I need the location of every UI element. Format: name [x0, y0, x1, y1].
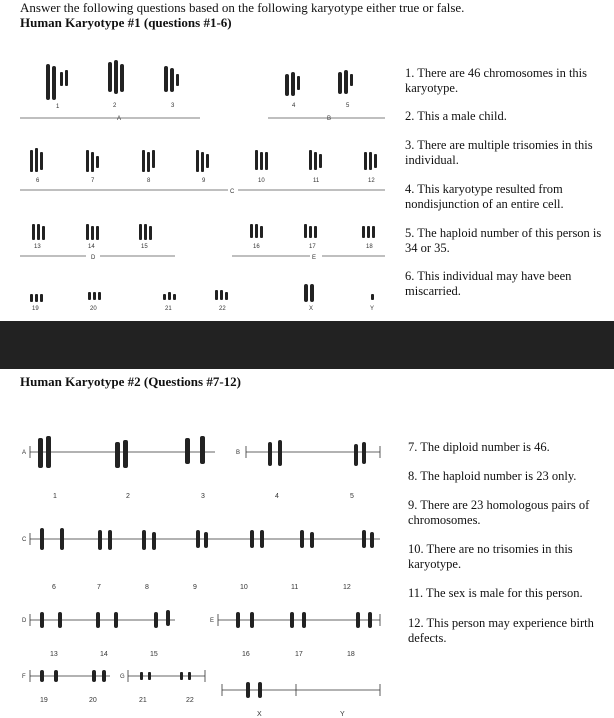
karyotype-1-image	[0, 38, 398, 320]
question-11: 11. The sex is male for this person.	[408, 586, 583, 600]
k2-label-7: 7	[97, 584, 101, 591]
k2-label-15: 15	[150, 651, 158, 658]
k1-label-18: 18	[366, 244, 373, 250]
k1-group-B: B	[327, 116, 332, 122]
k1-label-21: 21	[165, 306, 172, 312]
instructions: Answer the following questions based on the following karyotype either true or false.	[20, 0, 465, 15]
k1-label-3: 3	[171, 103, 175, 109]
k2-label-20: 20	[89, 697, 97, 704]
k1-label-X: X	[309, 306, 314, 312]
k1-group-A: A	[117, 116, 122, 122]
k2-group-F: F	[22, 674, 26, 680]
k1-group-E: E	[312, 255, 317, 261]
k1-label-12: 12	[368, 178, 375, 184]
k2-group-G: G	[120, 674, 125, 680]
k1-label-7: 7	[91, 178, 95, 184]
k2-label-5: 5	[350, 493, 354, 500]
k1-label-Y: Y	[370, 306, 375, 312]
k1-label-15: 15	[141, 244, 148, 250]
k2-label-8: 8	[145, 584, 149, 591]
k2-label-11: 11	[291, 584, 299, 591]
k1-label-13: 13	[34, 244, 41, 250]
k2-label-3: 3	[201, 493, 205, 500]
k2-label-4: 4	[275, 493, 279, 500]
k2-label-22: 22	[186, 697, 194, 704]
k1-label-20: 20	[90, 306, 97, 312]
k2-label-19: 19	[40, 697, 48, 704]
k1-label-14: 14	[88, 244, 95, 250]
k2-group-B: B	[236, 450, 241, 456]
question-7: 7. The diploid number is 46.	[408, 440, 550, 454]
k1-label-16: 16	[253, 244, 260, 250]
k2-label-Y: Y	[340, 711, 345, 718]
k2-label-13: 13	[50, 651, 58, 658]
karyotype-1-title: Human Karyotype #1 (questions #1-6)	[20, 15, 232, 30]
k1-group-C: C	[230, 189, 235, 195]
k2-group-D: D	[22, 618, 27, 624]
k2-label-9: 9	[193, 584, 197, 591]
k1-label-19: 19	[32, 306, 39, 312]
k2-label-14: 14	[100, 651, 108, 658]
k2-label-X: X	[257, 711, 262, 718]
k1-label-5: 5	[346, 103, 350, 109]
k2-label-10: 10	[240, 584, 248, 591]
question-1: 1. There are 46 chromosomes in this karyotype.	[405, 66, 588, 95]
k2-label-6: 6	[52, 584, 56, 591]
k2-label-2: 2	[126, 493, 130, 500]
k1-label-1: 1	[56, 104, 60, 110]
k1-label-2: 2	[113, 103, 117, 109]
k2-label-12: 12	[343, 584, 351, 591]
k2-group-E: E	[210, 618, 215, 624]
question-2: 2. This a male child.	[405, 109, 507, 123]
question-4: 4. This karyotype resulted from nondisjunction of an entire cell.	[405, 182, 564, 211]
karyotype-2-chromosomes	[22, 436, 380, 718]
k2-label-17: 17	[295, 651, 303, 658]
k1-label-10: 10	[258, 178, 265, 184]
k1-label-4: 4	[292, 103, 296, 109]
k2-label-16: 16	[242, 651, 250, 658]
k1-label-9: 9	[202, 178, 206, 184]
question-8: 8. The haploid number is 23 only.	[408, 469, 577, 483]
question-10: 10. There are no trisomies in this karyotype.	[408, 542, 573, 571]
question-3: 3. There are multiple trisomies in this individual.	[405, 138, 593, 167]
karyotype-2-image	[0, 400, 400, 718]
karyotype-2-title: Human Karyotype #2 (Questions #7-12)	[20, 374, 241, 389]
question-5: 5. The haploid number of this person is 34 or 35.	[405, 226, 602, 255]
k1-label-17: 17	[309, 244, 316, 250]
k2-group-A: A	[22, 450, 27, 456]
k1-label-22: 22	[219, 306, 226, 312]
k2-label-1: 1	[53, 493, 57, 500]
question-6: 6. This individual may have been miscarried.	[405, 269, 572, 298]
karyotype-1-chromosomes	[20, 60, 385, 312]
k2-label-18: 18	[347, 651, 355, 658]
question-12: 12. This person may experience birth defects.	[408, 616, 594, 645]
question-9: 9. There are 23 homologous pairs of chromosomes.	[408, 498, 590, 527]
k1-label-11: 11	[313, 178, 320, 184]
k1-label-8: 8	[147, 178, 151, 184]
k2-label-21: 21	[139, 697, 147, 704]
k1-label-6: 6	[36, 178, 40, 184]
k2-group-C: C	[22, 537, 27, 543]
k1-group-D: D	[91, 255, 96, 261]
divider-band	[0, 321, 614, 369]
